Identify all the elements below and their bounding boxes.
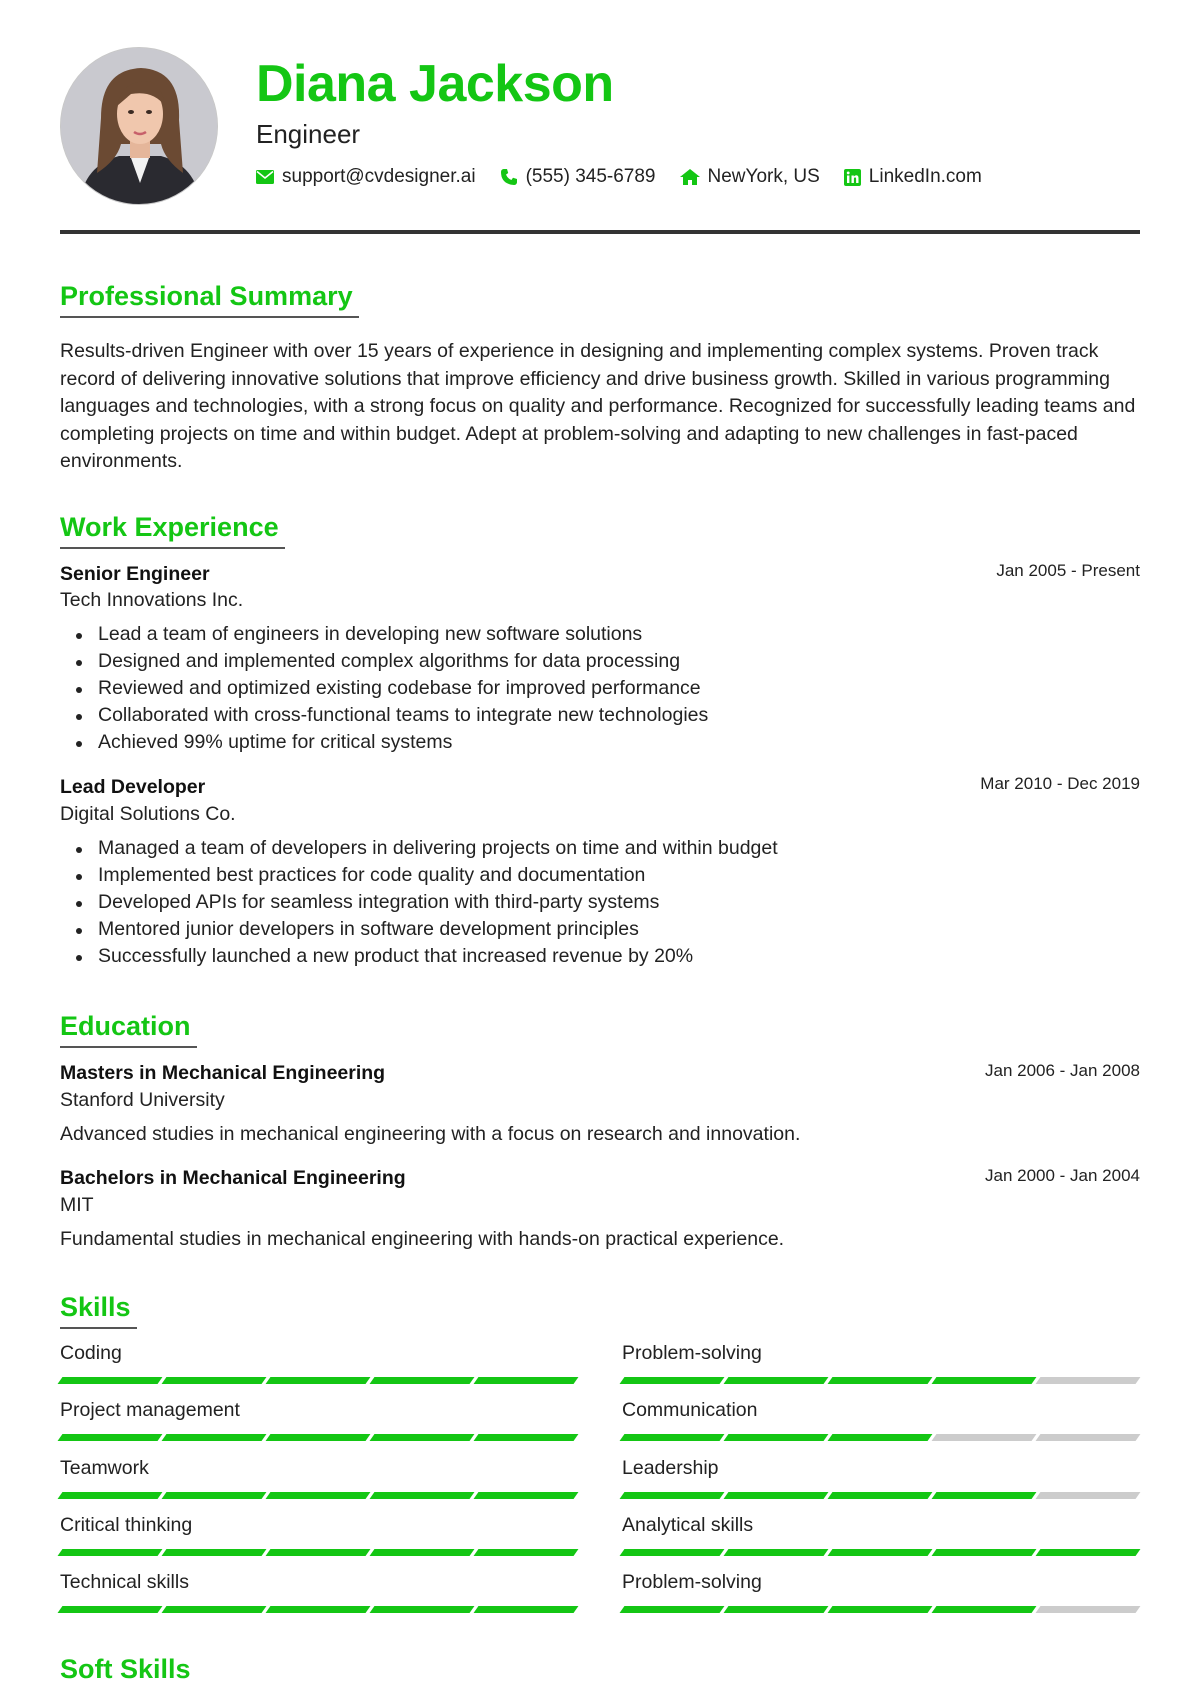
skill-segment-filled xyxy=(370,1377,475,1384)
skill-segment-filled xyxy=(162,1492,267,1499)
skill-segment-filled xyxy=(1036,1549,1141,1556)
location-text: NewYork, US xyxy=(707,166,820,187)
skill-segment-filled xyxy=(162,1377,267,1384)
skill-segment-filled xyxy=(620,1549,725,1556)
list-item: Collaborated with cross-functional teams to integrate new technologies xyxy=(76,702,708,729)
skill-rating xyxy=(622,1434,1142,1441)
skill-name: Coding xyxy=(60,1342,122,1364)
skill-segment-filled xyxy=(932,1606,1037,1613)
summary-heading: Professional Summary xyxy=(60,283,359,318)
portrait-image xyxy=(61,48,218,205)
education-school: MIT xyxy=(60,1194,94,1216)
list-item: Developed APIs for seamless integration with third-party systems xyxy=(76,889,778,916)
skill-segment-filled xyxy=(58,1606,163,1613)
skill-segment-filled xyxy=(266,1492,371,1499)
skill-name: Leadership xyxy=(622,1457,719,1479)
skill-segment-filled xyxy=(828,1434,933,1441)
skill-rating xyxy=(60,1434,580,1441)
education-degree: Bachelors in Mechanical Engineering xyxy=(60,1167,406,1189)
job-dates: Mar 2010 - Dec 2019 xyxy=(980,774,1140,793)
skill-name: Critical thinking xyxy=(60,1514,193,1536)
candidate-title: Engineer xyxy=(256,119,361,149)
job-company: Tech Innovations Inc. xyxy=(60,589,244,611)
skill-segment-empty xyxy=(1036,1492,1141,1499)
skill-segment-filled xyxy=(58,1492,163,1499)
skill-segment-filled xyxy=(266,1606,371,1613)
skill-segment-filled xyxy=(828,1549,933,1556)
list-item: Mentored junior developers in software development principles xyxy=(76,916,778,943)
skill-rating xyxy=(60,1549,580,1556)
job-bullets xyxy=(76,835,778,970)
skill-segment-filled xyxy=(370,1606,475,1613)
skill-item xyxy=(622,1573,1142,1613)
skill-segment-filled xyxy=(724,1492,829,1499)
skill-name: Teamwork xyxy=(60,1457,149,1479)
skill-segment-filled xyxy=(620,1492,725,1499)
skill-segment-filled xyxy=(620,1606,725,1613)
skill-segment-filled xyxy=(474,1549,579,1556)
envelope-icon xyxy=(256,170,274,184)
skill-segment-filled xyxy=(828,1377,933,1384)
phone-text: (555) 345-6789 xyxy=(525,166,656,187)
skills-heading: Skills xyxy=(60,1294,137,1329)
phone-icon xyxy=(500,168,518,186)
profile-photo xyxy=(60,47,218,205)
skill-segment-filled xyxy=(58,1549,163,1556)
skill-item xyxy=(622,1459,1142,1499)
skill-segment-filled xyxy=(828,1606,933,1613)
linkedin-icon xyxy=(844,169,861,186)
skill-rating xyxy=(60,1606,580,1613)
skill-segment-filled xyxy=(58,1434,163,1441)
job-bullets xyxy=(76,621,708,756)
skill-segment-empty xyxy=(1036,1377,1141,1384)
skill-item xyxy=(622,1516,1142,1556)
list-item: Designed and implemented complex algorithms for data processing xyxy=(76,648,708,675)
contact-email[interactable] xyxy=(256,166,476,188)
skill-segment-filled xyxy=(932,1549,1037,1556)
skill-segment-filled xyxy=(474,1377,579,1384)
skill-segment-filled xyxy=(370,1434,475,1441)
skill-segment-filled xyxy=(932,1377,1037,1384)
header-divider xyxy=(60,230,1140,234)
list-item: Achieved 99% uptime for critical systems xyxy=(76,729,708,756)
skill-segment-filled xyxy=(266,1549,371,1556)
skill-segment-filled xyxy=(724,1606,829,1613)
skill-item xyxy=(60,1344,580,1384)
skill-name: Analytical skills xyxy=(622,1514,754,1536)
skill-name: Communication xyxy=(622,1399,758,1421)
skill-item xyxy=(60,1516,580,1556)
education-dates: Jan 2006 - Jan 2008 xyxy=(984,1061,1140,1080)
skill-segment-empty xyxy=(1036,1606,1141,1613)
experience-heading: Work Experience xyxy=(60,514,285,549)
education-school: Stanford University xyxy=(60,1089,225,1111)
skill-item xyxy=(622,1401,1142,1441)
education-description: Fundamental studies in mechanical engineering with hands-on practical experience. xyxy=(60,1228,785,1250)
skill-segment-filled xyxy=(266,1377,371,1384)
skill-segment-filled xyxy=(370,1492,475,1499)
email-text: support@cvdesigner.ai xyxy=(282,166,476,187)
skill-rating xyxy=(622,1606,1142,1613)
skill-item xyxy=(622,1344,1142,1384)
candidate-name: Diana Jackson xyxy=(256,55,614,113)
skill-name: Problem-solving xyxy=(622,1342,762,1364)
skill-segment-filled xyxy=(162,1434,267,1441)
skill-item xyxy=(60,1573,580,1613)
education-description: Advanced studies in mechanical engineering with a focus on research and innovation. xyxy=(60,1123,801,1145)
skill-segment-filled xyxy=(474,1434,579,1441)
skill-segment-filled xyxy=(724,1434,829,1441)
skill-segment-filled xyxy=(932,1492,1037,1499)
skill-segment-filled xyxy=(828,1492,933,1499)
skill-segment-filled xyxy=(474,1492,579,1499)
soft-skills-heading: Soft Skills xyxy=(60,1654,191,1684)
skill-segment-filled xyxy=(620,1377,725,1384)
skill-rating xyxy=(60,1377,580,1384)
skill-segment-empty xyxy=(1036,1434,1141,1441)
linkedin-text: LinkedIn.com xyxy=(868,166,982,187)
list-item: Successfully launched a new product that increased revenue by 20% xyxy=(76,943,778,970)
skill-segment-filled xyxy=(58,1377,163,1384)
job-title: Lead Developer xyxy=(60,776,206,798)
skill-segment-filled xyxy=(474,1606,579,1613)
skill-segment-filled xyxy=(724,1549,829,1556)
education-heading: Education xyxy=(60,1013,197,1048)
job-dates: Jan 2005 - Present xyxy=(996,561,1140,580)
education-dates: Jan 2000 - Jan 2004 xyxy=(984,1166,1140,1185)
skill-rating xyxy=(622,1549,1142,1556)
home-icon xyxy=(680,169,700,185)
skill-segment-filled xyxy=(162,1549,267,1556)
skill-segment-filled xyxy=(724,1377,829,1384)
skill-segment-filled xyxy=(370,1549,475,1556)
contact-bar xyxy=(256,166,1006,188)
skill-segment-filled xyxy=(266,1434,371,1441)
contact-linkedin[interactable] xyxy=(844,166,982,188)
skill-name: Problem-solving xyxy=(622,1571,762,1593)
skill-rating xyxy=(622,1492,1142,1499)
contact-phone[interactable] xyxy=(500,166,656,188)
skill-name: Project management xyxy=(60,1399,240,1421)
job-company: Digital Solutions Co. xyxy=(60,803,236,825)
skill-segment-filled xyxy=(162,1606,267,1613)
skill-segment-filled xyxy=(620,1434,725,1441)
list-item: Lead a team of engineers in developing new software solutions xyxy=(76,621,708,648)
skill-rating xyxy=(622,1377,1142,1384)
contact-location xyxy=(680,166,820,188)
skill-name: Technical skills xyxy=(60,1571,189,1593)
summary-text: Results-driven Engineer with over 15 years of experience in designing and implementing complex systems. Proven track record of delivering innovative solutions that improve efficiency and drive business growth. Skilled in various programming languages and technologies, with a strong focus on quality and performance. Recognized for successfully leading teams and completing projects on time and within budget. Adept at problem-solving and adapting to new challenges in fast-paced environments. xyxy=(60,340,1136,472)
education-degree: Masters in Mechanical Engineering xyxy=(60,1062,386,1084)
skill-item xyxy=(60,1459,580,1499)
list-item: Managed a team of developers in delivering projects on time and within budget xyxy=(76,835,778,862)
skill-rating xyxy=(60,1492,580,1499)
list-item: Implemented best practices for code quality and documentation xyxy=(76,862,778,889)
skill-item xyxy=(60,1401,580,1441)
skill-segment-empty xyxy=(932,1434,1037,1441)
list-item: Reviewed and optimized existing codebase for improved performance xyxy=(76,675,708,702)
job-title: Senior Engineer xyxy=(60,563,210,585)
